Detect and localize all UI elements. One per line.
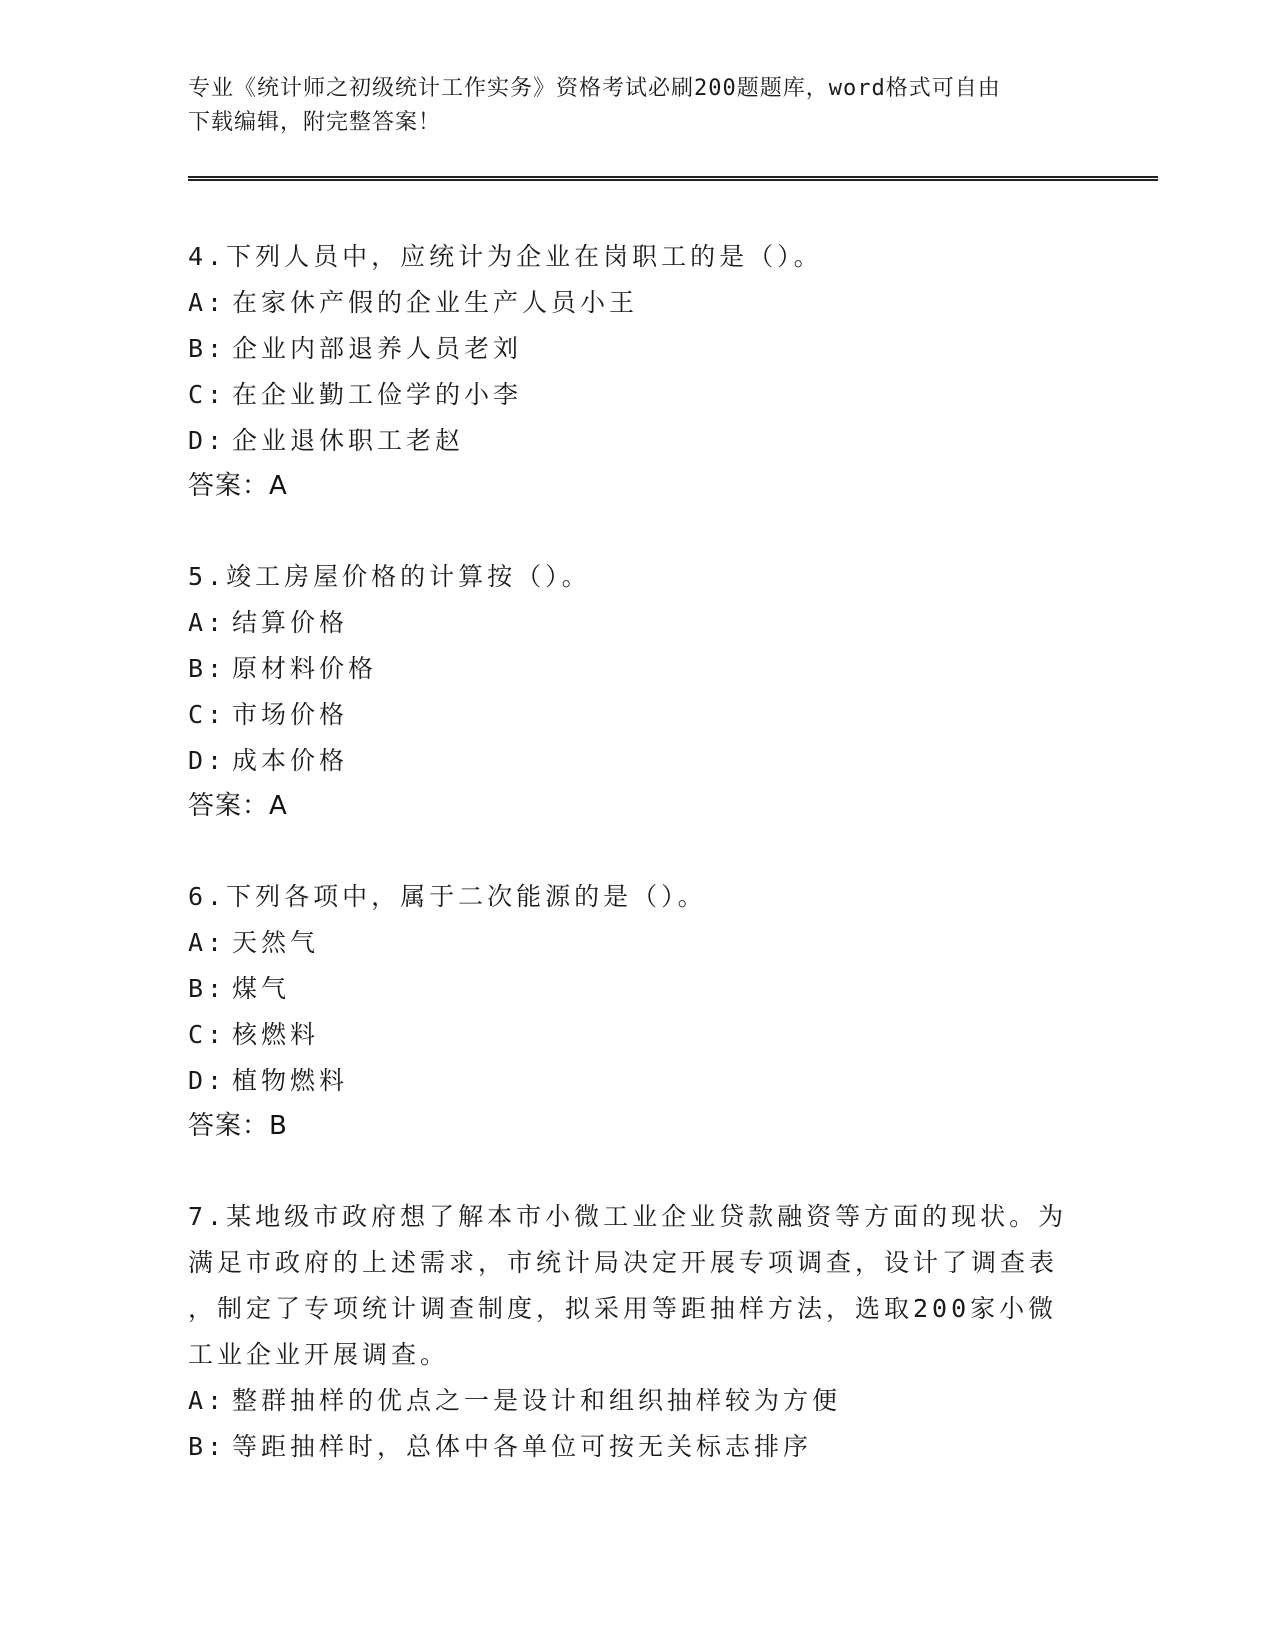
header-line-1: 专业《统计师之初级统计工作实务》资格考试必刷200题题库，word格式可自由	[188, 76, 1001, 101]
question-stem-line-3: ，制定了专项统计调查制度，拟采用等距抽样方法，选取200家小微	[188, 1294, 1058, 1323]
option-letter: C:	[188, 380, 227, 409]
header-divider	[188, 176, 1158, 181]
question-stem-line-2: 满足市政府的上述需求，市统计局决定开展专项调查，设计了调查表	[188, 1248, 1059, 1277]
option-d	[188, 1058, 1088, 1104]
option-letter: B:	[188, 334, 227, 363]
option-a	[188, 920, 1088, 966]
option-b	[188, 326, 1088, 372]
option-text: 天然气	[232, 928, 320, 957]
question-7	[188, 1194, 1088, 1470]
question-stem-line-1: 7.某地级市政府想了解本市小微工业企业贷款融资等方面的现状。为	[188, 1202, 1068, 1231]
question-stem-line-4: 工业企业开展调查。	[188, 1340, 450, 1369]
option-c	[188, 372, 1088, 418]
question-list	[188, 234, 1088, 1516]
option-letter: D:	[188, 426, 227, 455]
option-text: 整群抽样的优点之一是设计和组织抽样较为方便	[232, 1386, 842, 1415]
question-6	[188, 874, 1088, 1148]
option-letter: D:	[188, 746, 227, 775]
answer-line: 答案：B	[188, 1111, 288, 1141]
answer-line: 答案：A	[188, 791, 288, 821]
option-text: 企业内部退养人员老刘	[232, 334, 523, 363]
option-letter: C:	[188, 700, 227, 729]
option-text: 结算价格	[232, 608, 349, 637]
option-text: 在家休产假的企业生产人员小王	[232, 288, 639, 317]
option-letter: C:	[188, 1020, 227, 1049]
option-text: 核燃料	[232, 1020, 320, 1049]
option-text: 煤气	[232, 974, 291, 1003]
question-stem: 6.下列各项中，属于二次能源的是（）。	[188, 882, 707, 911]
option-b	[188, 966, 1088, 1012]
option-a	[188, 1378, 1088, 1424]
option-text: 等距抽样时，总体中各单位可按无关标志排序	[232, 1432, 813, 1461]
header-line-2: 下载编辑，附完整答案！	[188, 110, 442, 135]
option-text: 企业退休职工老赵	[232, 426, 465, 455]
question-stem: 4.下列人员中，应统计为企业在岗职工的是（）。	[188, 242, 823, 271]
question-stem: 5.竣工房屋价格的计算按（）。	[188, 562, 591, 591]
option-b	[188, 646, 1088, 692]
option-letter: B:	[188, 1432, 227, 1461]
option-a	[188, 600, 1088, 646]
option-letter: B:	[188, 654, 227, 683]
option-text: 市场价格	[232, 700, 349, 729]
answer-line: 答案：A	[188, 471, 288, 501]
option-letter: A:	[188, 1386, 227, 1415]
option-c	[188, 692, 1088, 738]
option-text: 在企业勤工俭学的小李	[232, 380, 523, 409]
option-letter: D:	[188, 1066, 227, 1095]
option-a	[188, 280, 1088, 326]
option-d	[188, 418, 1088, 464]
question-4	[188, 234, 1088, 508]
option-letter: A:	[188, 608, 227, 637]
option-d	[188, 738, 1088, 784]
option-letter: A:	[188, 288, 227, 317]
option-c	[188, 1012, 1088, 1058]
option-letter: B:	[188, 974, 227, 1003]
option-text: 原材料价格	[232, 654, 378, 683]
option-text: 植物燃料	[232, 1066, 349, 1095]
question-5	[188, 554, 1088, 828]
document-header	[188, 72, 1088, 140]
option-text: 成本价格	[232, 746, 349, 775]
option-letter: A:	[188, 928, 227, 957]
option-b	[188, 1424, 1088, 1470]
